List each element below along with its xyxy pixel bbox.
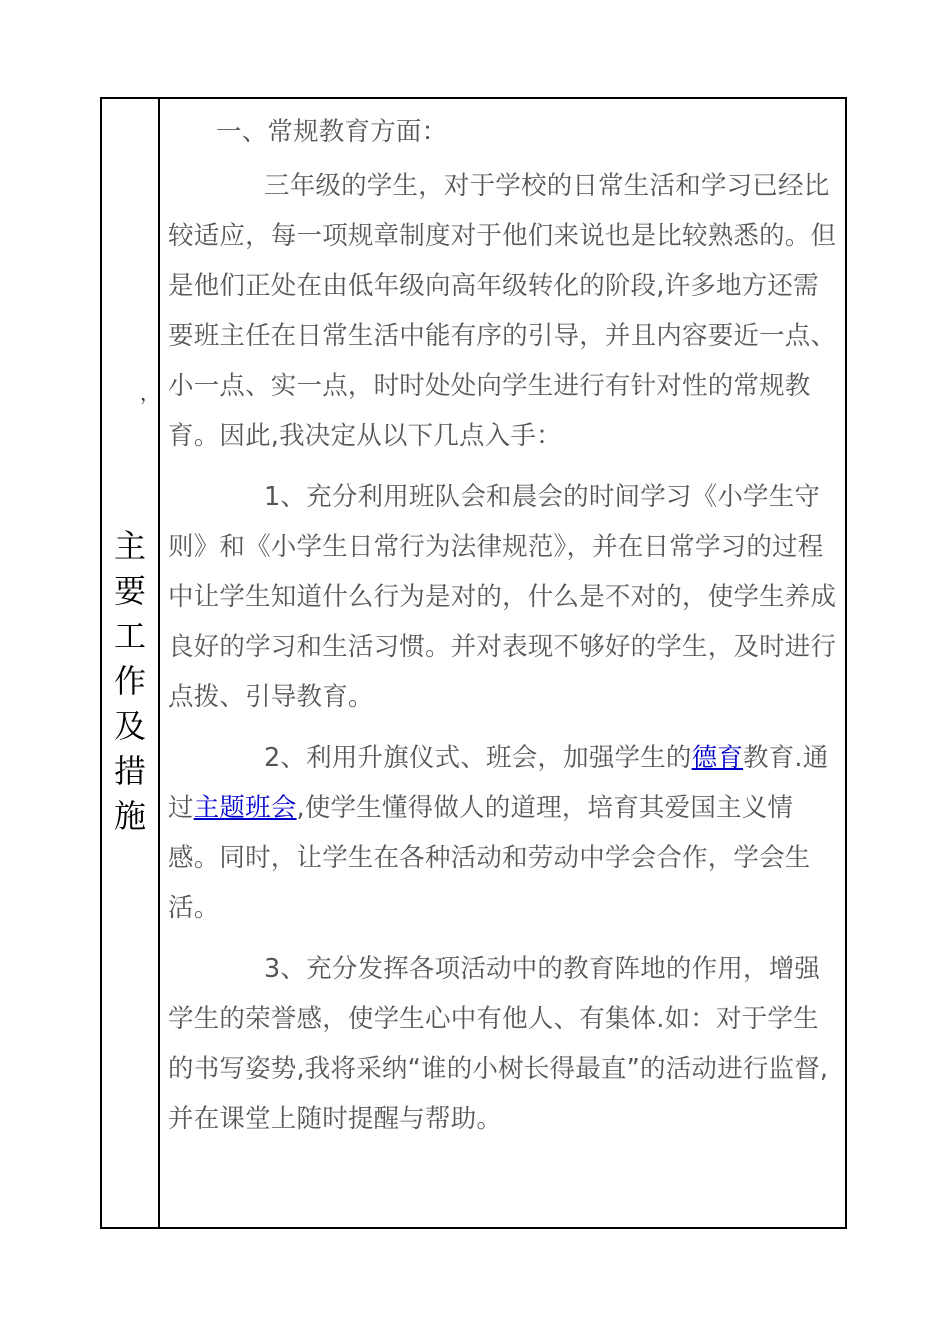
section-heading: 一、常规教育方面： [216,117,448,147]
stray-comma: ， [140,381,160,405]
item-3-paragraph: 3、充分发挥各项活动中的教育阵地的作用，增强学生的荣誉感，使学生心中有他人、有集体.如：对于学生的书写姿势,我将采纳“谁的小树长得最直”的活动进行监督,并在课堂上随时提醒与帮助。 [168,954,829,1134]
document-table [100,97,847,1229]
label-char: 作 [113,662,146,700]
label-char: 工 [113,617,146,655]
label-char: 要 [113,572,146,610]
label-char: 措 [113,752,146,790]
content-cell [168,107,842,1144]
section-label [102,524,158,839]
theme-class-meeting-link[interactable]: 主题班会 [193,793,297,823]
moral-education-link[interactable]: 德育 [691,743,744,773]
item-2-paragraph [168,733,842,933]
column-divider [158,99,160,1227]
label-char: 主 [113,527,146,565]
label-char: 施 [113,797,146,835]
item-2-text: ,使学生懂得做人的道理，培育其爱国主义情感。同时，让学生在各种活动和劳动中学会合作，学会生活。 [168,793,811,923]
item-2-text: 2、利用升旗仪式、班会，加强学生的 [264,743,692,773]
label-char: 及 [113,707,146,745]
item-1-paragraph: 1、充分利用班队会和晨会的时间学习《小学生守则》和《小学生日常行为法律规范》，并在日常学习的过程中让学生知道什么行为是对的，什么是不对的，使学生养成良好的学习和生活习惯。并对表现不够好的学生，及时进行点拨、引导教育。 [168,482,837,712]
intro-paragraph: 三年级的学生，对于学校的日常生活和学习已经比较适应，每一项规章制度对于他们来说也是比较熟悉的。但是他们正处在由低年级向高年级转化的阶段,许多地方还需要班主任在日常生活中能有序的引导，并且内容要近一点、小一点、实一点，时时处处向学生进行有针对性的常规教育。因此,我决定从以下几点入手： [168,171,837,451]
item-2-text: 教育.通过 [168,743,829,823]
